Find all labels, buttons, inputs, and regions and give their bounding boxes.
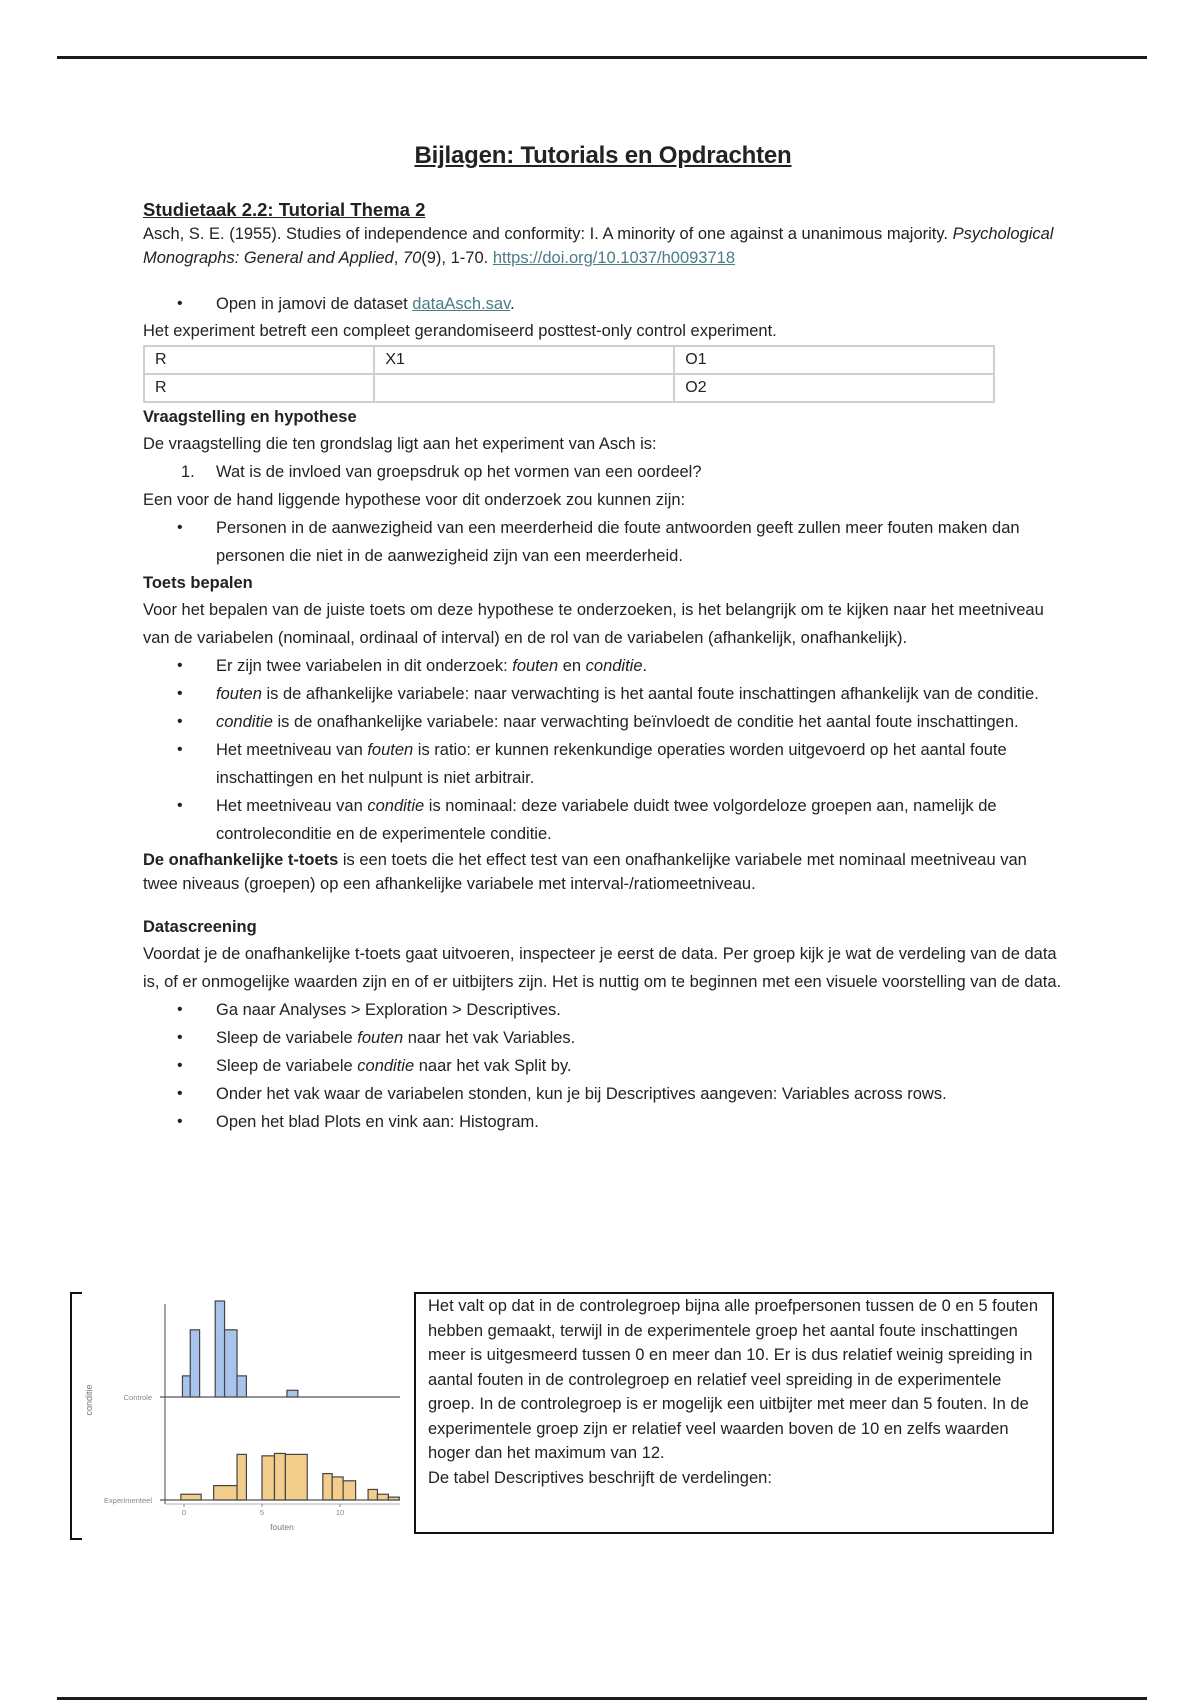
y-axis-label: conditie [84,1384,94,1416]
hypothesis-intro: Een voor de hand liggende hypothese voor dit onderzoek zou kunnen zijn: [143,491,686,509]
histogram-bar [181,1494,201,1500]
text: naar het vak Variables. [403,1029,576,1047]
table-row [144,346,994,374]
question-intro: De vraagstelling die ten grondslag ligt aan het experiment van Asch is: [143,435,657,453]
text: . [642,657,648,675]
variable-name: conditie [585,657,643,675]
histogram-chart [70,1290,415,1534]
doi-link[interactable]: https://doi.org/10.1037/h0093718 [492,249,736,267]
reference [143,222,1063,270]
test-conclusion [143,848,1063,896]
test-bullets [143,652,1063,848]
section-heading-screening: Datascreening [143,918,257,936]
histogram-bar [237,1454,246,1500]
histogram-bar [182,1376,190,1397]
list-item [143,1024,1063,1052]
variable-name: conditie [357,1057,415,1075]
document-page [143,140,1063,1136]
figure-description: Het valt op dat in de controlegroep bijna alle proefpersonen tussen de 0 en 5 fouten hebben gemaakt, terwijl in de experimentele groep het aantal foute inschattingen meer is uitgesmeerd tussen 0 en meer dan 10. Er is dus relatief weinig spreiding in aantal fouten in de controlegroep en relatief veel spreiding in de experimentele groep. In de controlegroep is er mogelijk een uitbijter met meer dan 5 fouten. In de experimentele groep zijn er relatief veel waarden boven de 10 en zelfs waarden hoger dan het maximum van 12. [428,1297,1039,1462]
histogram-bar [285,1454,307,1500]
histogram-bar [368,1489,377,1500]
histogram-bar [225,1330,237,1397]
variable-name: fouten [512,657,559,675]
x-tick-label: 0 [181,1508,187,1517]
list-item [143,680,1063,708]
text: Er zijn twee variabelen in dit onderzoek: [216,657,513,675]
list-item [143,792,1063,848]
list-item [143,290,1063,318]
histogram-bar [262,1456,274,1500]
list-number: 1. [181,463,195,481]
list-item: • Personen in de aanwezigheid van een meerderheid die foute antwoorden geeft zullen meer fouten maken dan personen die niet in de aanwezigheid zijn van een meerderheid. [143,514,1063,570]
page-title: Bijlagen: Tutorials en Opdrachten [414,142,792,169]
text: Open het blad Plots en vink aan: Histogram. [216,1113,539,1131]
reference-citation: Asch, S. E. (1955). Studies of independence and conformity: I. A minority of one against a unanimous majority. [143,225,948,243]
list-item [143,458,1063,486]
histogram-bar [323,1474,332,1500]
design-intro: Het experiment betreft een compleet gerandomiseerd posttest-only control experiment. [143,322,777,340]
list-item [143,1080,1063,1108]
text: en [558,657,586,675]
variable-name: conditie [216,713,273,731]
open-dataset-text: Open in jamovi de dataset [216,295,413,313]
histogram-bar [343,1481,355,1500]
test-name: De onafhankelijke t-toets [143,851,339,869]
text: Sleep de variabele [216,1057,358,1075]
section-heading-test: Toets bepalen [143,574,253,592]
text: is ratio: er kunnen rekenkundige operaties worden uitgevoerd op het aantal foute inschattingen en het nulpunt is niet arbitrair. [216,741,1007,787]
list-item [143,1108,1063,1136]
table-cell: O1 [674,346,994,374]
question-list [143,458,1063,486]
text: is nominaal: deze variabele duidt twee volgordeloze groepen aan, namelijk de controleconditie en de experimentele conditie. [216,797,997,843]
descriptives-intro: De tabel Descriptives beschrijft de verdelingen: [428,1468,772,1487]
group-label-controle: Controle [123,1393,152,1402]
text: Het meetniveau van [216,797,368,815]
histogram-figure [70,1290,415,1534]
table-cell: X1 [374,346,674,374]
x-tick-label: 10 [335,1508,345,1517]
reference-volume: 70 [402,249,422,267]
open-dataset-suffix: . [510,295,515,313]
histogram-bar [190,1330,199,1397]
histogram-bar [214,1486,237,1500]
histogram-bar [274,1453,285,1500]
reference-journal: Psychological Monographs: General and Applied [143,225,1054,267]
design-table [143,345,995,403]
screening-intro: Voordat je de onafhankelijke t-toets gaat uitvoeren, inspecteer je eerst de data. Per groep kijk je wat de verdeling van de data is, of er onmogelijke waarden zijn en of er uitbijters zijn. Het is nuttig om te beginnen met een visuele voorstelling van de data. [143,945,1062,991]
group-label-experimenteel: Experimenteel [104,1496,152,1505]
histogram-bar [287,1390,298,1397]
variable-name: conditie [367,797,425,815]
list-item [143,736,1063,792]
section-heading-question: Vraagstelling en hypothese [143,408,357,426]
list-item [143,708,1063,736]
text: Sleep de variabele [216,1029,358,1047]
table-cell: O2 [674,374,994,402]
reference-pages: (9), 1-70. [421,249,489,267]
histogram-bar [377,1494,388,1500]
text: Ga naar Analyses > Exploration > Descriptives. [216,1001,561,1019]
text: Onder het vak waar de variabelen stonden, kun je bij Descriptives aangeven: Variables across rows. [216,1085,947,1103]
screening-steps [143,996,1063,1136]
dataset-link[interactable]: dataAsch.sav [412,295,511,313]
table-cell: R [144,374,374,402]
histogram-bar [237,1376,246,1397]
text: is een toets die het effect test van een onafhankelijke variabele met nominaal meetniveau van twee niveaus (groepen) op een afhankelijke variabele met interval-/ratiomeetniveau. [143,851,1027,893]
table-cell: R [144,346,374,374]
table-row [144,374,994,402]
task-title: Studietaak 2.2: Tutorial Thema 2 [143,199,426,220]
variable-name: fouten [216,685,262,703]
text: Het meetniveau van [216,741,368,759]
reference-sep: , [393,249,403,267]
histogram-bar [215,1301,224,1397]
list-item [143,652,1063,680]
hypothesis-list [143,514,1063,570]
open-dataset-list [143,290,1063,318]
variable-name: fouten [357,1029,404,1047]
header-rule [57,56,1147,59]
text: is de afhankelijke variabele: naar verwachting is het aantal foute inschattingen afhankelijk van de conditie. [261,685,1039,703]
figure-description-box [414,1292,1054,1534]
x-tick-label: 5 [259,1508,265,1517]
variable-name: fouten [367,741,414,759]
test-intro: Voor het bepalen van de juiste toets om deze hypothese te onderzoeken, is het belangrijk om te kijken naar het meetniveau van de variabelen (nominaal, ordinaal of interval) en de rol van de variabelen (afhankelijk, onafhankelijk). [143,601,1044,647]
text: naar het vak Split by. [414,1057,572,1075]
x-axis-label: fouten [270,1522,294,1532]
question-text: Wat is de invloed van groepsdruk op het vormen van een oordeel? [216,463,702,481]
list-item [143,996,1063,1024]
table-cell [374,374,674,402]
histogram-bar [332,1477,343,1500]
list-item [143,1052,1063,1080]
text: is de onafhankelijke variabele: naar verwachting beïnvloedt de conditie het aantal foute inschattingen. [272,713,1019,731]
